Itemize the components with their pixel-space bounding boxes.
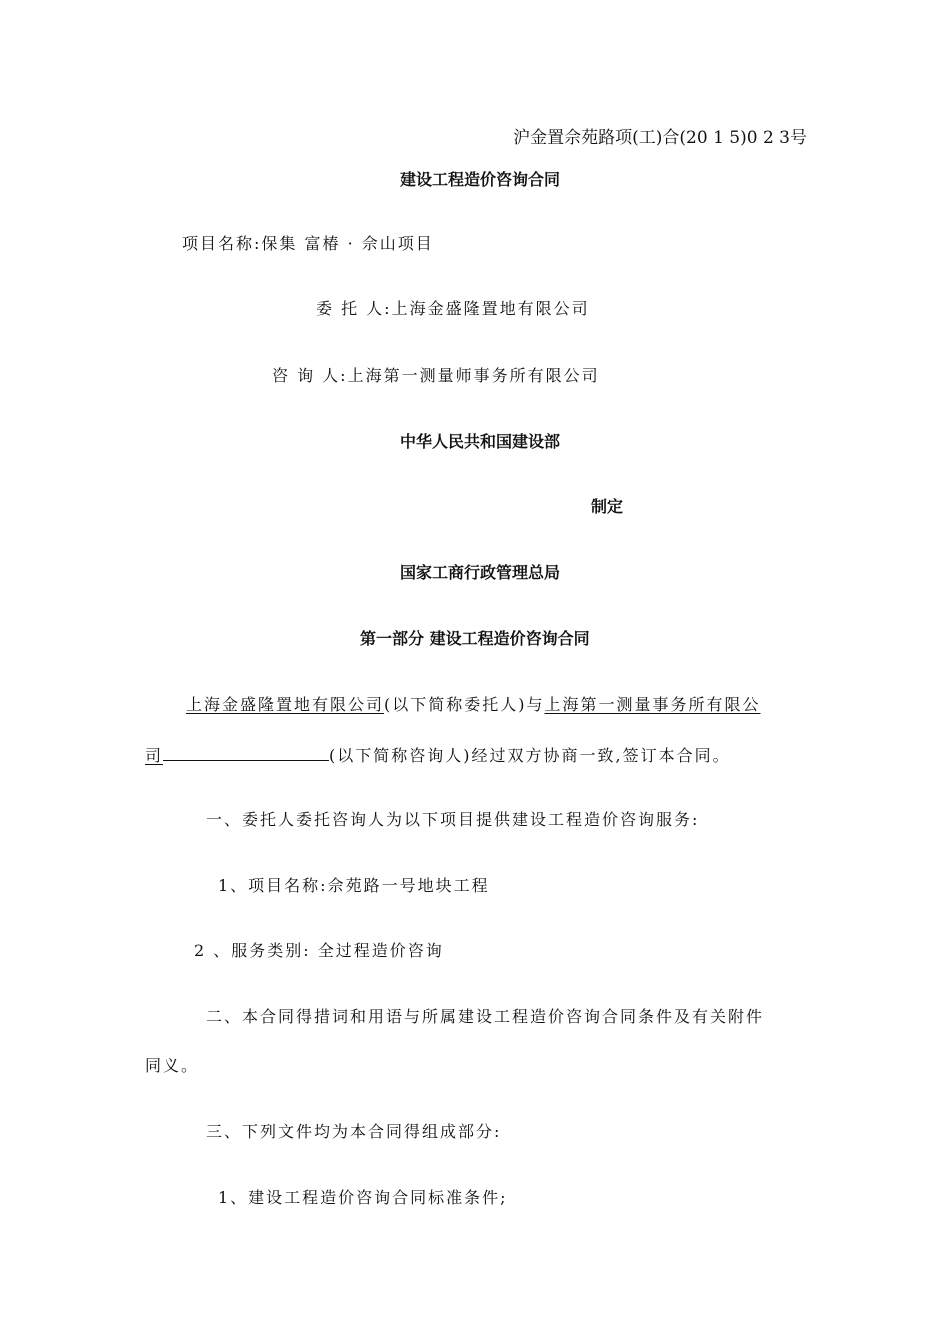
project-name-value: 保集 富椿 · 佘山项目 [261, 234, 434, 253]
issuer-administration: 国家工商行政管理总局 [400, 563, 561, 582]
part1-heading: 第一部分 建设工程造价咨询合同 [360, 629, 590, 648]
intro-text-2: (以下简称咨询人)经过双方协商一致,签订本合同。 [329, 746, 731, 765]
contract-number: 沪金置佘苑路项(工)合(20 1 5)0 2 3号 [513, 128, 807, 148]
clause-1-item-2: 2 、服务类别: 全过程造价咨询 [194, 941, 444, 960]
party-b-name-part1: 上海第一测量事务所有限公 [544, 695, 761, 714]
intro-line-2 [145, 744, 731, 766]
contract-title: 建设工程造价咨询合同 [400, 170, 561, 189]
consultant-label: 咨 询 人: [272, 366, 348, 385]
clause-1-item-1: 1、项目名称:佘苑路一号地块工程 [218, 876, 490, 895]
party-a-name: 上海金盛隆置地有限公司 [186, 695, 385, 714]
client-line [316, 299, 590, 319]
intro-text-1: (以下简称委托人)与 [384, 695, 545, 714]
project-name-label: 项目名称: [182, 234, 262, 253]
clause-3-item-1: 1、建设工程造价咨询合同标准条件; [218, 1188, 508, 1207]
underline-blank [163, 744, 329, 761]
consultant-value: 上海第一测量师事务所有限公司 [347, 366, 600, 385]
clause-1: 一、委托人委托咨询人为以下项目提供建设工程造价咨询服务: [206, 810, 700, 829]
client-label: 委 托 人: [316, 299, 392, 318]
client-value: 上海金盛隆置地有限公司 [391, 299, 590, 318]
clause-2-line-2: 同义。 [145, 1056, 200, 1075]
clause-3: 三、下列文件均为本合同得组成部分: [206, 1122, 502, 1141]
party-b-name-part2: 司 [145, 746, 164, 765]
clause-2-line-1: 二、本合同得措词和用语与所属建设工程造价咨询合同条件及有关附件 [206, 1007, 765, 1026]
issuer-ministry: 中华人民共和国建设部 [400, 432, 561, 451]
project-name-line [182, 234, 434, 254]
consultant-line [272, 366, 600, 386]
issuer-action: 制定 [591, 497, 624, 516]
intro-line-1 [186, 695, 761, 715]
